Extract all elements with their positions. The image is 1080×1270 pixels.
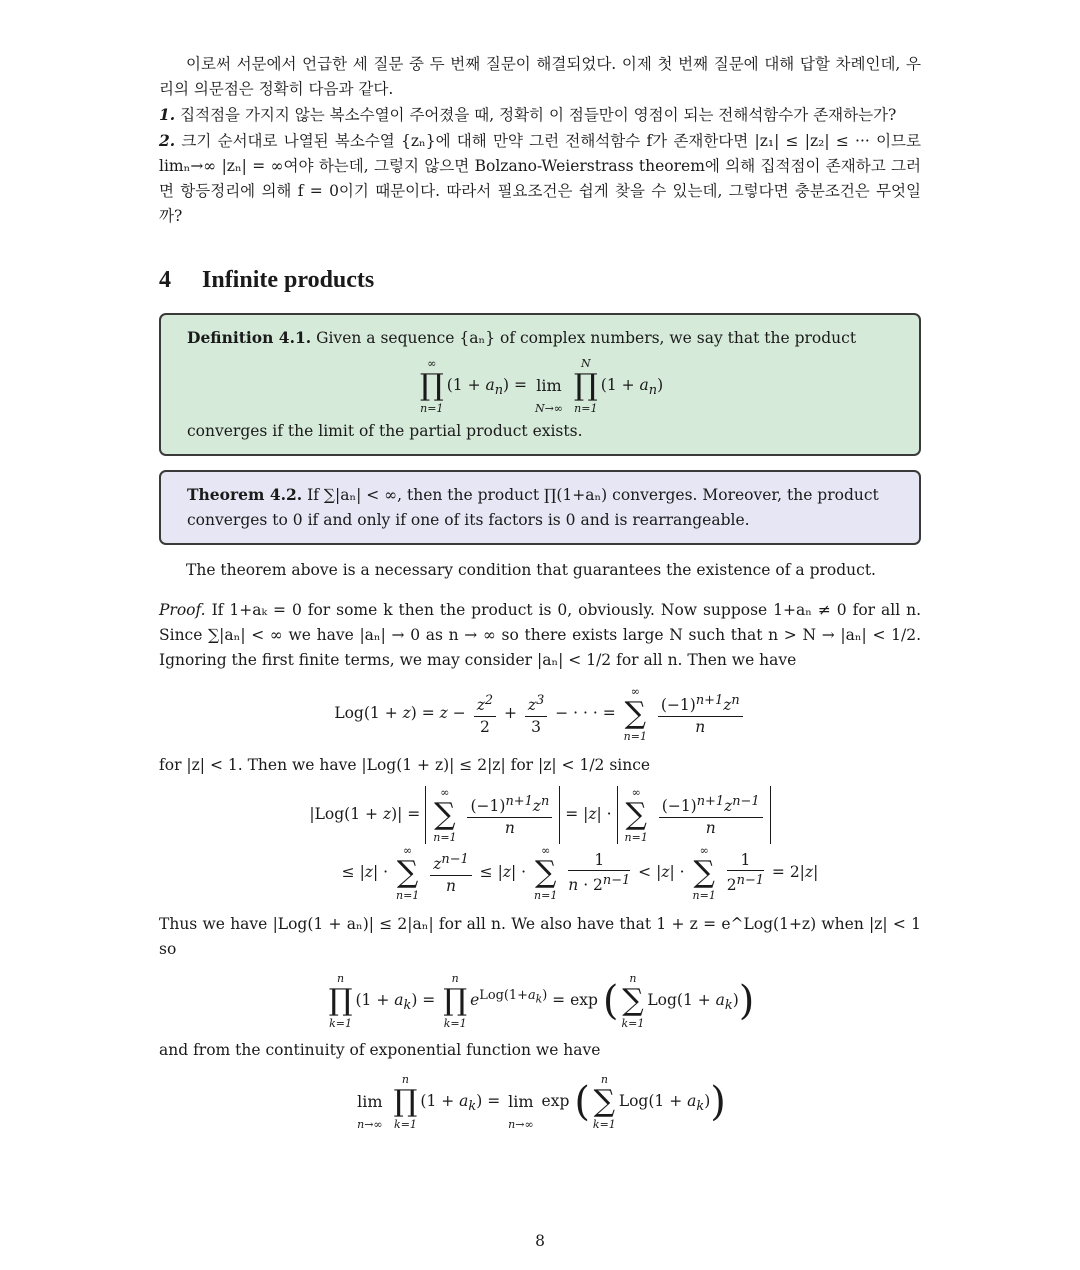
page-number: 8 [535, 1232, 545, 1250]
question-1-number: 1. [159, 105, 176, 124]
theorem-statement [187, 482, 893, 533]
definition-formula: ∞ ∏ n=1 $(1 + a_n)$ = lim N→∞ N ∏ n=1 $(1 + a_n)$ [419, 357, 664, 415]
remark-text: The theorem above is a necessary condition that guarantees the existence of a product. [186, 561, 876, 579]
definition-statement [187, 325, 893, 351]
product-exp-formula: n ∏ k=1 $(1 + a_k)$ = n ∏ k=1 $e^{Log(1+a_k)} = \exp$ ( n ∑ k=1 $Log(1 + a_k)$) [328, 972, 755, 1030]
log-bound-formula-line-2: ≤ |z| · ∞ ∑ n=1 $\frac{z^{n-1}}{n}$ ≤ |z| · ∞ ∑ n=1 $\frac{1}{n \cdot 2^{n-1}}$ < |z| · ∞ ∑ n=1 $\frac{1}{2^{n-1}}$ = 2|z| [341, 844, 819, 902]
question-2 [159, 128, 921, 229]
proof-label: Proof. [159, 601, 206, 619]
question-1-text: 집적점을 가지지 않는 복소수열이 주어졌을 때, 정확히 이 점들만이 영점이 되는 전해석함수가 존재하는가? [180, 106, 897, 124]
question-1 [159, 102, 921, 128]
definition-box [159, 313, 921, 456]
log-series-formula: Log(1 + z) = z − $\frac{z^2}{2}$ + $\frac{z^3}{3}$ − · · · = ∞ ∑ n=1 $\frac{(-1)^{n+1}z^n}{n}$ [159, 685, 921, 743]
definition-text: Given a sequence {aₙ} of complex numbers, we say that the product [316, 329, 857, 347]
log-bound-formula-line-1: |Log(1 + z)| = ∞ ∑ n=1 $\frac{(-1)^{n+1}z^n}{n}$ = |z| · ∞ ∑ n=1 $\frac{(-1)^{n+1}z^{n-1}}{n}$ [159, 786, 921, 844]
theorem-text: If ∑|aₙ| < ∞, then the product ∏(1+aₙ) converges. Moreover, the product converges to 0 if and only if one of its factors is 0 and is rearrangeable. [187, 486, 879, 529]
question-2-text: 크기 순서대로 나열된 복소수열 {zₙ}에 대해 만약 그런 전해석함수 f가 존재한다면 |z₁| ≤ |z₂| ≤ ··· 이므로 limₙ→∞ |zₙ| = ∞여야 하는데, 그렇지 않으면 Bolzano-Weierstrass theorem에 의해 집적점이 존재하고 그러면 항등정리에 의해 f = 0이기 때문이다. 따라서 필요조건은 쉽게 찾을 수 있는데, 그렇다면 충분조건은 무엇일까? [159, 132, 921, 225]
proof-text-1: If 1+aₖ = 0 for some k then the product is 0, obviously. Now suppose 1+aₙ ≠ 0 for all n. Since ∑|aₙ| < ∞ we have |aₙ| → 0 as n → ∞ so there exists large N such that n > N → |aₙ| < 1/2. Ignoring the first finite terms, we may consider |aₙ| < 1/2 for all n. Then we have [159, 601, 921, 669]
section-heading [159, 265, 921, 295]
section-number: 4 [159, 267, 171, 293]
limit-product-formula: lim n→∞ n ∏ k=1 $(1 + a_k)$ = lim n→∞ exp ( n ∑ k=1 $Log(1 + a_k)$) [357, 1073, 726, 1131]
proof-paragraph-2: for |z| < 1. Then we have |Log(1 + z)| ≤ 2|z| for |z| < 1/2 since [159, 756, 651, 774]
definition-conclusion: converges if the limit of the partial product exists. [187, 422, 583, 440]
theorem-box [159, 470, 921, 545]
page-content [159, 52, 921, 1131]
section-title: Infinite products [202, 267, 375, 293]
theorem-label: Theorem 4.2. [187, 485, 303, 504]
proof-paragraph-1 [159, 598, 921, 673]
question-2-number: 2. [159, 131, 176, 150]
intro-paragraph: 이로써 서문에서 언급한 세 질문 중 두 번째 질문이 해결되었다. 이제 첫 번째 질문에 대해 답할 차례인데, 우리의 의문점은 정확히 다음과 같다. [159, 55, 921, 98]
proof-paragraph-4: and from the continuity of exponential function we have [159, 1041, 601, 1059]
proof-paragraph-3: Thus we have |Log(1 + aₙ)| ≤ 2|aₙ| for all n. We also have that 1 + z = e^Log(1+z) when |z| < 1 so [159, 915, 921, 958]
definition-label: Definition 4.1. [187, 328, 312, 347]
